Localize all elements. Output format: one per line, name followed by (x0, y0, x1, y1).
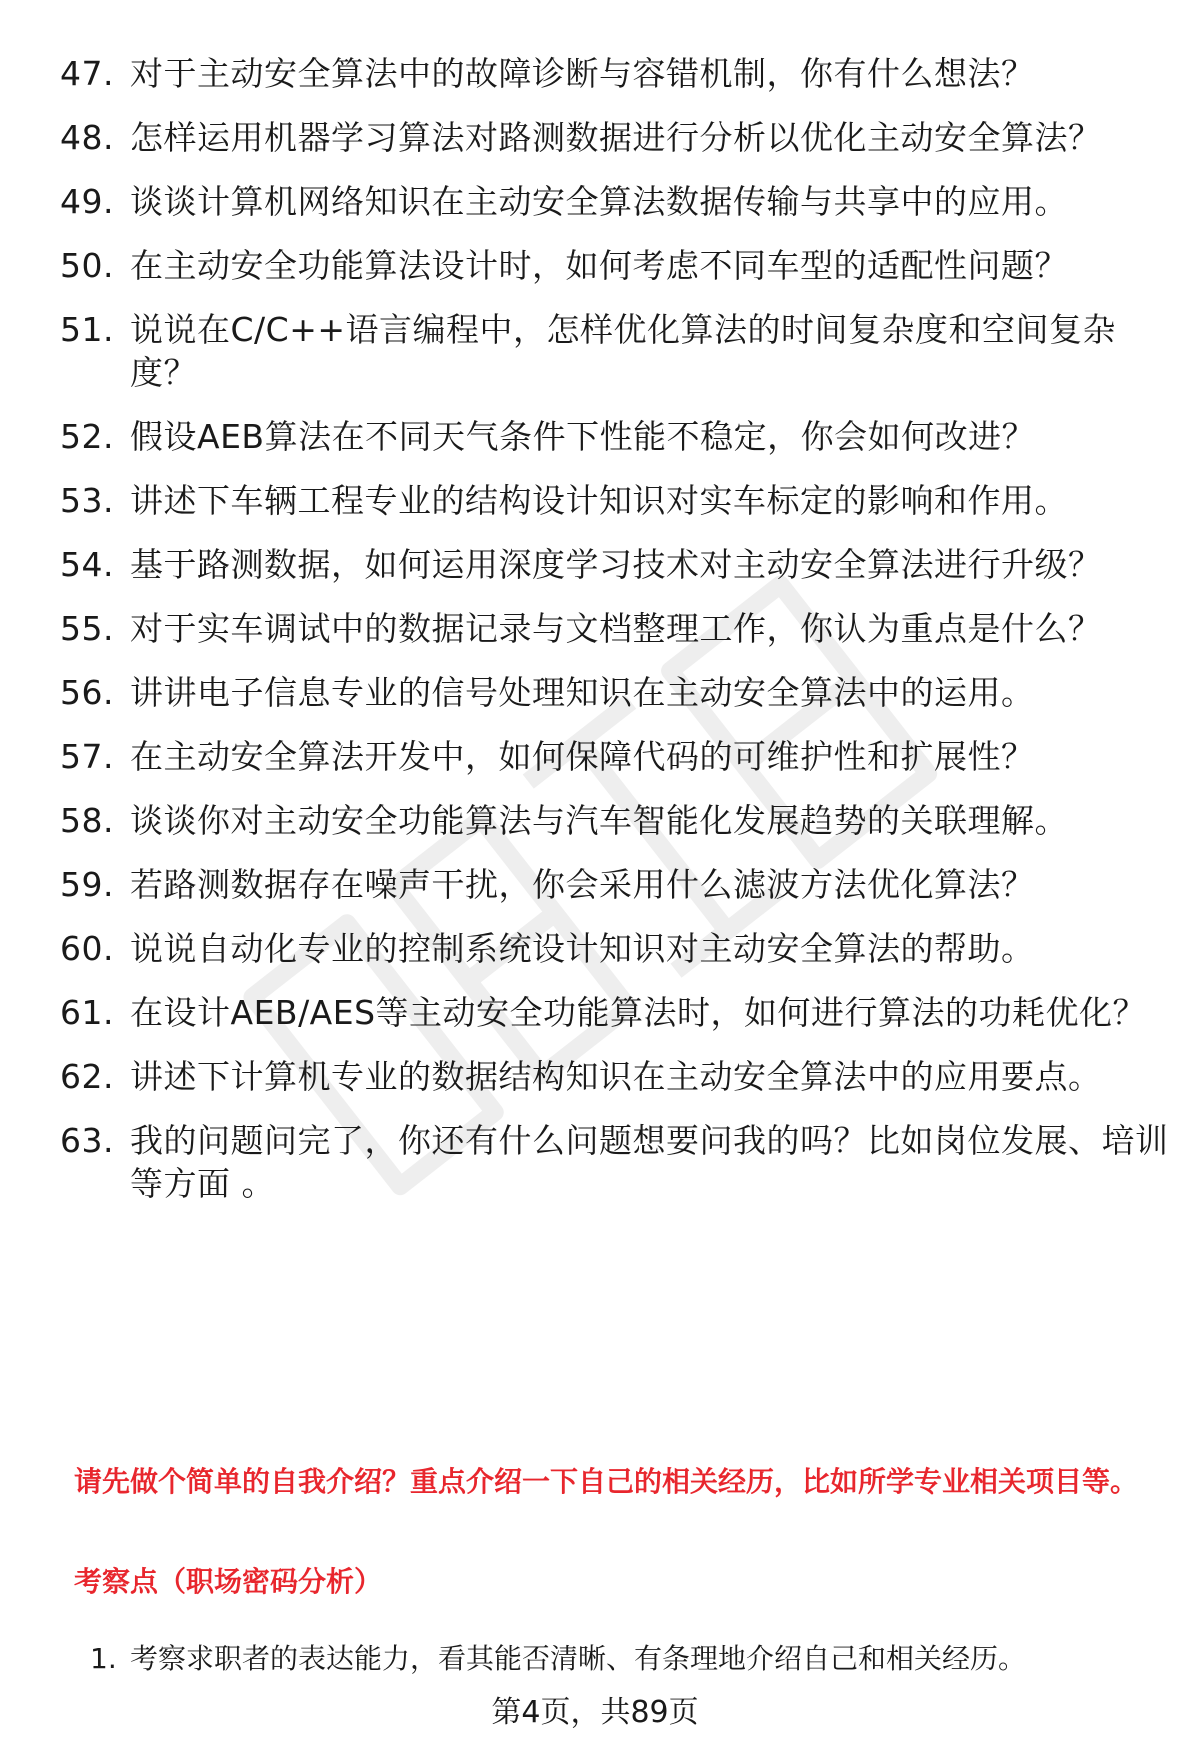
question-item (60, 607, 1170, 650)
question-text: 说说在C/C++语言编程中，怎样优化算法的时间复杂度和空间复杂度？ (130, 310, 1117, 392)
question-item (60, 735, 1170, 778)
question-item (60, 308, 1170, 394)
page-footer: 第4页，共89页 (491, 1695, 699, 1730)
question-item (60, 244, 1170, 287)
question-text: 对于主动安全算法中的故障诊断与容错机制，你有什么想法？ (130, 54, 1035, 93)
question-item (60, 180, 1170, 223)
question-text: 讲述下车辆工程专业的结构设计知识对实车标定的影响和作用。 (130, 481, 1068, 520)
question-item (60, 1055, 1170, 1098)
question-item (60, 543, 1170, 586)
question-text: 若路测数据存在噪声干扰，你会采用什么滤波方法优化算法？ (130, 865, 1035, 904)
question-text: 对于实车调试中的数据记录与文档整理工作，你认为重点是什么？ (130, 609, 1102, 648)
question-item (60, 415, 1170, 458)
question-number: 54. (60, 545, 114, 584)
question-number: 51. (60, 310, 114, 349)
question-number: 58. (60, 801, 114, 840)
question-number: 47. (60, 54, 114, 93)
question-number: 55. (60, 609, 114, 648)
assessment-title: 考察点（职场密码分析） (74, 1565, 383, 1598)
question-text: 在主动安全算法开发中，如何保障代码的可维护性和扩展性？ (130, 737, 1035, 776)
question-text: 谈谈计算机网络知识在主动安全算法数据传输与共享中的应用。 (130, 182, 1068, 221)
question-item (60, 479, 1170, 522)
question-number: 61. (60, 993, 114, 1032)
question-text: 在主动安全功能算法设计时，如何考虑不同车型的适配性问题？ (130, 246, 1068, 285)
question-number: 50. (60, 246, 114, 285)
question-text: 说说自动化专业的控制系统设计知识对主动安全算法的帮助。 (130, 929, 1035, 968)
question-item (60, 52, 1170, 95)
question-text: 谈谈你对主动安全功能算法与汽车智能化发展趋势的关联理解。 (130, 801, 1068, 840)
question-item (60, 116, 1170, 159)
question-item (60, 927, 1170, 970)
question-number: 49. (60, 182, 114, 221)
question-text: 在设计AEB/AES等主动安全功能算法时，如何进行算法的功耗优化？ (130, 993, 1147, 1032)
question-text: 怎样运用机器学习算法对路测数据进行分析以优化主动安全算法？ (130, 118, 1102, 157)
assessment-item-number: 1. (90, 1642, 117, 1675)
question-number: 57. (60, 737, 114, 776)
question-list (60, 52, 1170, 1226)
question-text: 假设AEB算法在不同天气条件下性能不稳定，你会如何改进？ (130, 417, 1036, 456)
question-number: 56. (60, 673, 114, 712)
question-number: 59. (60, 865, 114, 904)
assessment-item-text: 考察求职者的表达能力，看其能否清晰、有条理地介绍自己和相关经历。 (130, 1642, 1027, 1675)
question-item (60, 799, 1170, 842)
question-item (60, 671, 1170, 714)
question-item (60, 1119, 1170, 1205)
question-item (60, 991, 1170, 1034)
question-text: 讲讲电子信息专业的信号处理知识在主动安全算法中的运用。 (130, 673, 1035, 712)
question-number: 60. (60, 929, 114, 968)
question-number: 48. (60, 118, 114, 157)
question-item (60, 863, 1170, 906)
question-text: 基于路测数据，如何运用深度学习技术对主动安全算法进行升级？ (130, 545, 1102, 584)
intro-question: 请先做个简单的自我介绍？重点介绍一下自己的相关经历，比如所学专业相关项目等。 (74, 1465, 1139, 1498)
assessment-item (90, 1640, 1150, 1678)
question-text: 我的问题问完了，你还有什么问题想要问我的吗？比如岗位发展、培训等方面 。 (130, 1121, 1169, 1203)
question-number: 62. (60, 1057, 114, 1096)
question-number: 53. (60, 481, 114, 520)
question-number: 63. (60, 1121, 114, 1160)
question-number: 52. (60, 417, 114, 456)
question-text: 讲述下计算机专业的数据结构知识在主动安全算法中的应用要点。 (130, 1057, 1102, 1096)
